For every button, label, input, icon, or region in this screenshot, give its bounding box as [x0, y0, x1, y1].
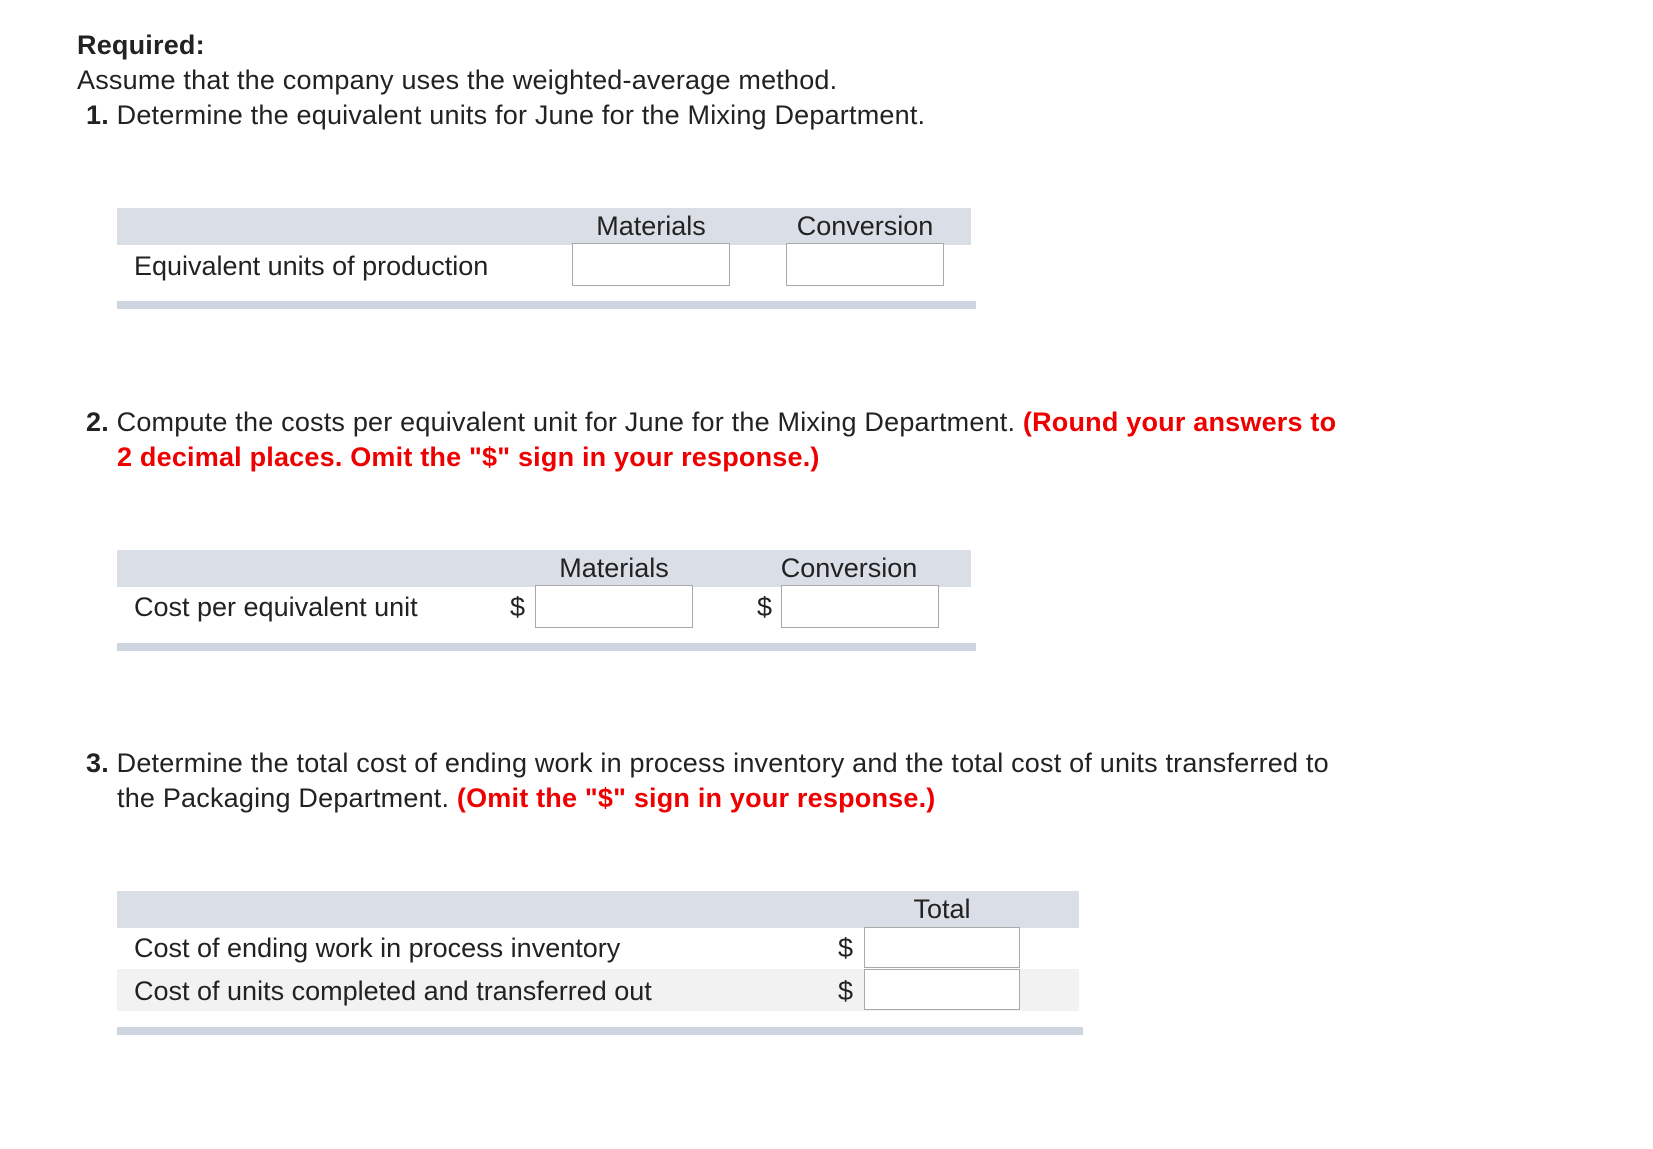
- q1-conversion-input[interactable]: [786, 243, 944, 286]
- question-2-note-part1: (Round your answers to: [1022, 407, 1337, 437]
- question-2-note-part2: 2 decimal places. Omit the "$" sign in your response.): [117, 442, 820, 472]
- q3-transferred-out-input[interactable]: [864, 969, 1020, 1010]
- question-3-note: (Omit the "$" sign in your response.): [456, 783, 936, 813]
- q2-conversion-dollar-sign: $: [757, 592, 773, 622]
- q2-materials-input[interactable]: [535, 585, 693, 628]
- q1-materials-input[interactable]: [572, 243, 730, 286]
- q3-header-total: Total: [913, 894, 971, 924]
- question-1-text: Determine the equivalent units for June for the Mixing Department.: [116, 100, 926, 130]
- q3-row-1-label: Cost of ending work in process inventory: [134, 933, 621, 963]
- q3-row-2-dollar-sign: $: [838, 976, 854, 1006]
- q1-footer-bar: [117, 301, 976, 309]
- q1-row-label: Equivalent units of production: [134, 251, 489, 281]
- question-3-line2: [117, 780, 935, 816]
- assumption-text: Assume that the company uses the weighted-average method.: [77, 65, 838, 95]
- q1-header-conversion: Conversion: [796, 211, 934, 241]
- q3-row-2-label: Cost of units completed and transferred out: [134, 976, 652, 1006]
- q2-header-conversion: Conversion: [780, 553, 918, 583]
- q1-header-materials: Materials: [596, 211, 706, 241]
- q2-row-label: Cost per equivalent unit: [134, 592, 418, 622]
- question-3-text-line2: the Packaging Department.: [117, 783, 450, 813]
- question-1: [86, 97, 925, 133]
- question-2-text: Compute the costs per equivalent unit for June for the Mixing Department.: [116, 407, 1016, 437]
- required-heading: Required:: [77, 30, 205, 60]
- question-2: [86, 404, 1336, 440]
- question-1-number: 1.: [86, 100, 109, 130]
- q3-footer-bar: [117, 1027, 1083, 1035]
- question-2-number: 2.: [86, 407, 109, 437]
- q3-ending-wip-input[interactable]: [864, 927, 1020, 968]
- question-3-number: 3.: [86, 748, 109, 778]
- question-3: [86, 745, 1329, 781]
- question-3-text-line1: Determine the total cost of ending work in process inventory and the total cost of units transferred to: [116, 748, 1329, 778]
- q2-footer-bar: [117, 643, 976, 651]
- q2-materials-dollar-sign: $: [510, 592, 526, 622]
- q3-row-1-dollar-sign: $: [838, 933, 854, 963]
- q2-header-materials: Materials: [559, 553, 669, 583]
- q2-conversion-input[interactable]: [781, 585, 939, 628]
